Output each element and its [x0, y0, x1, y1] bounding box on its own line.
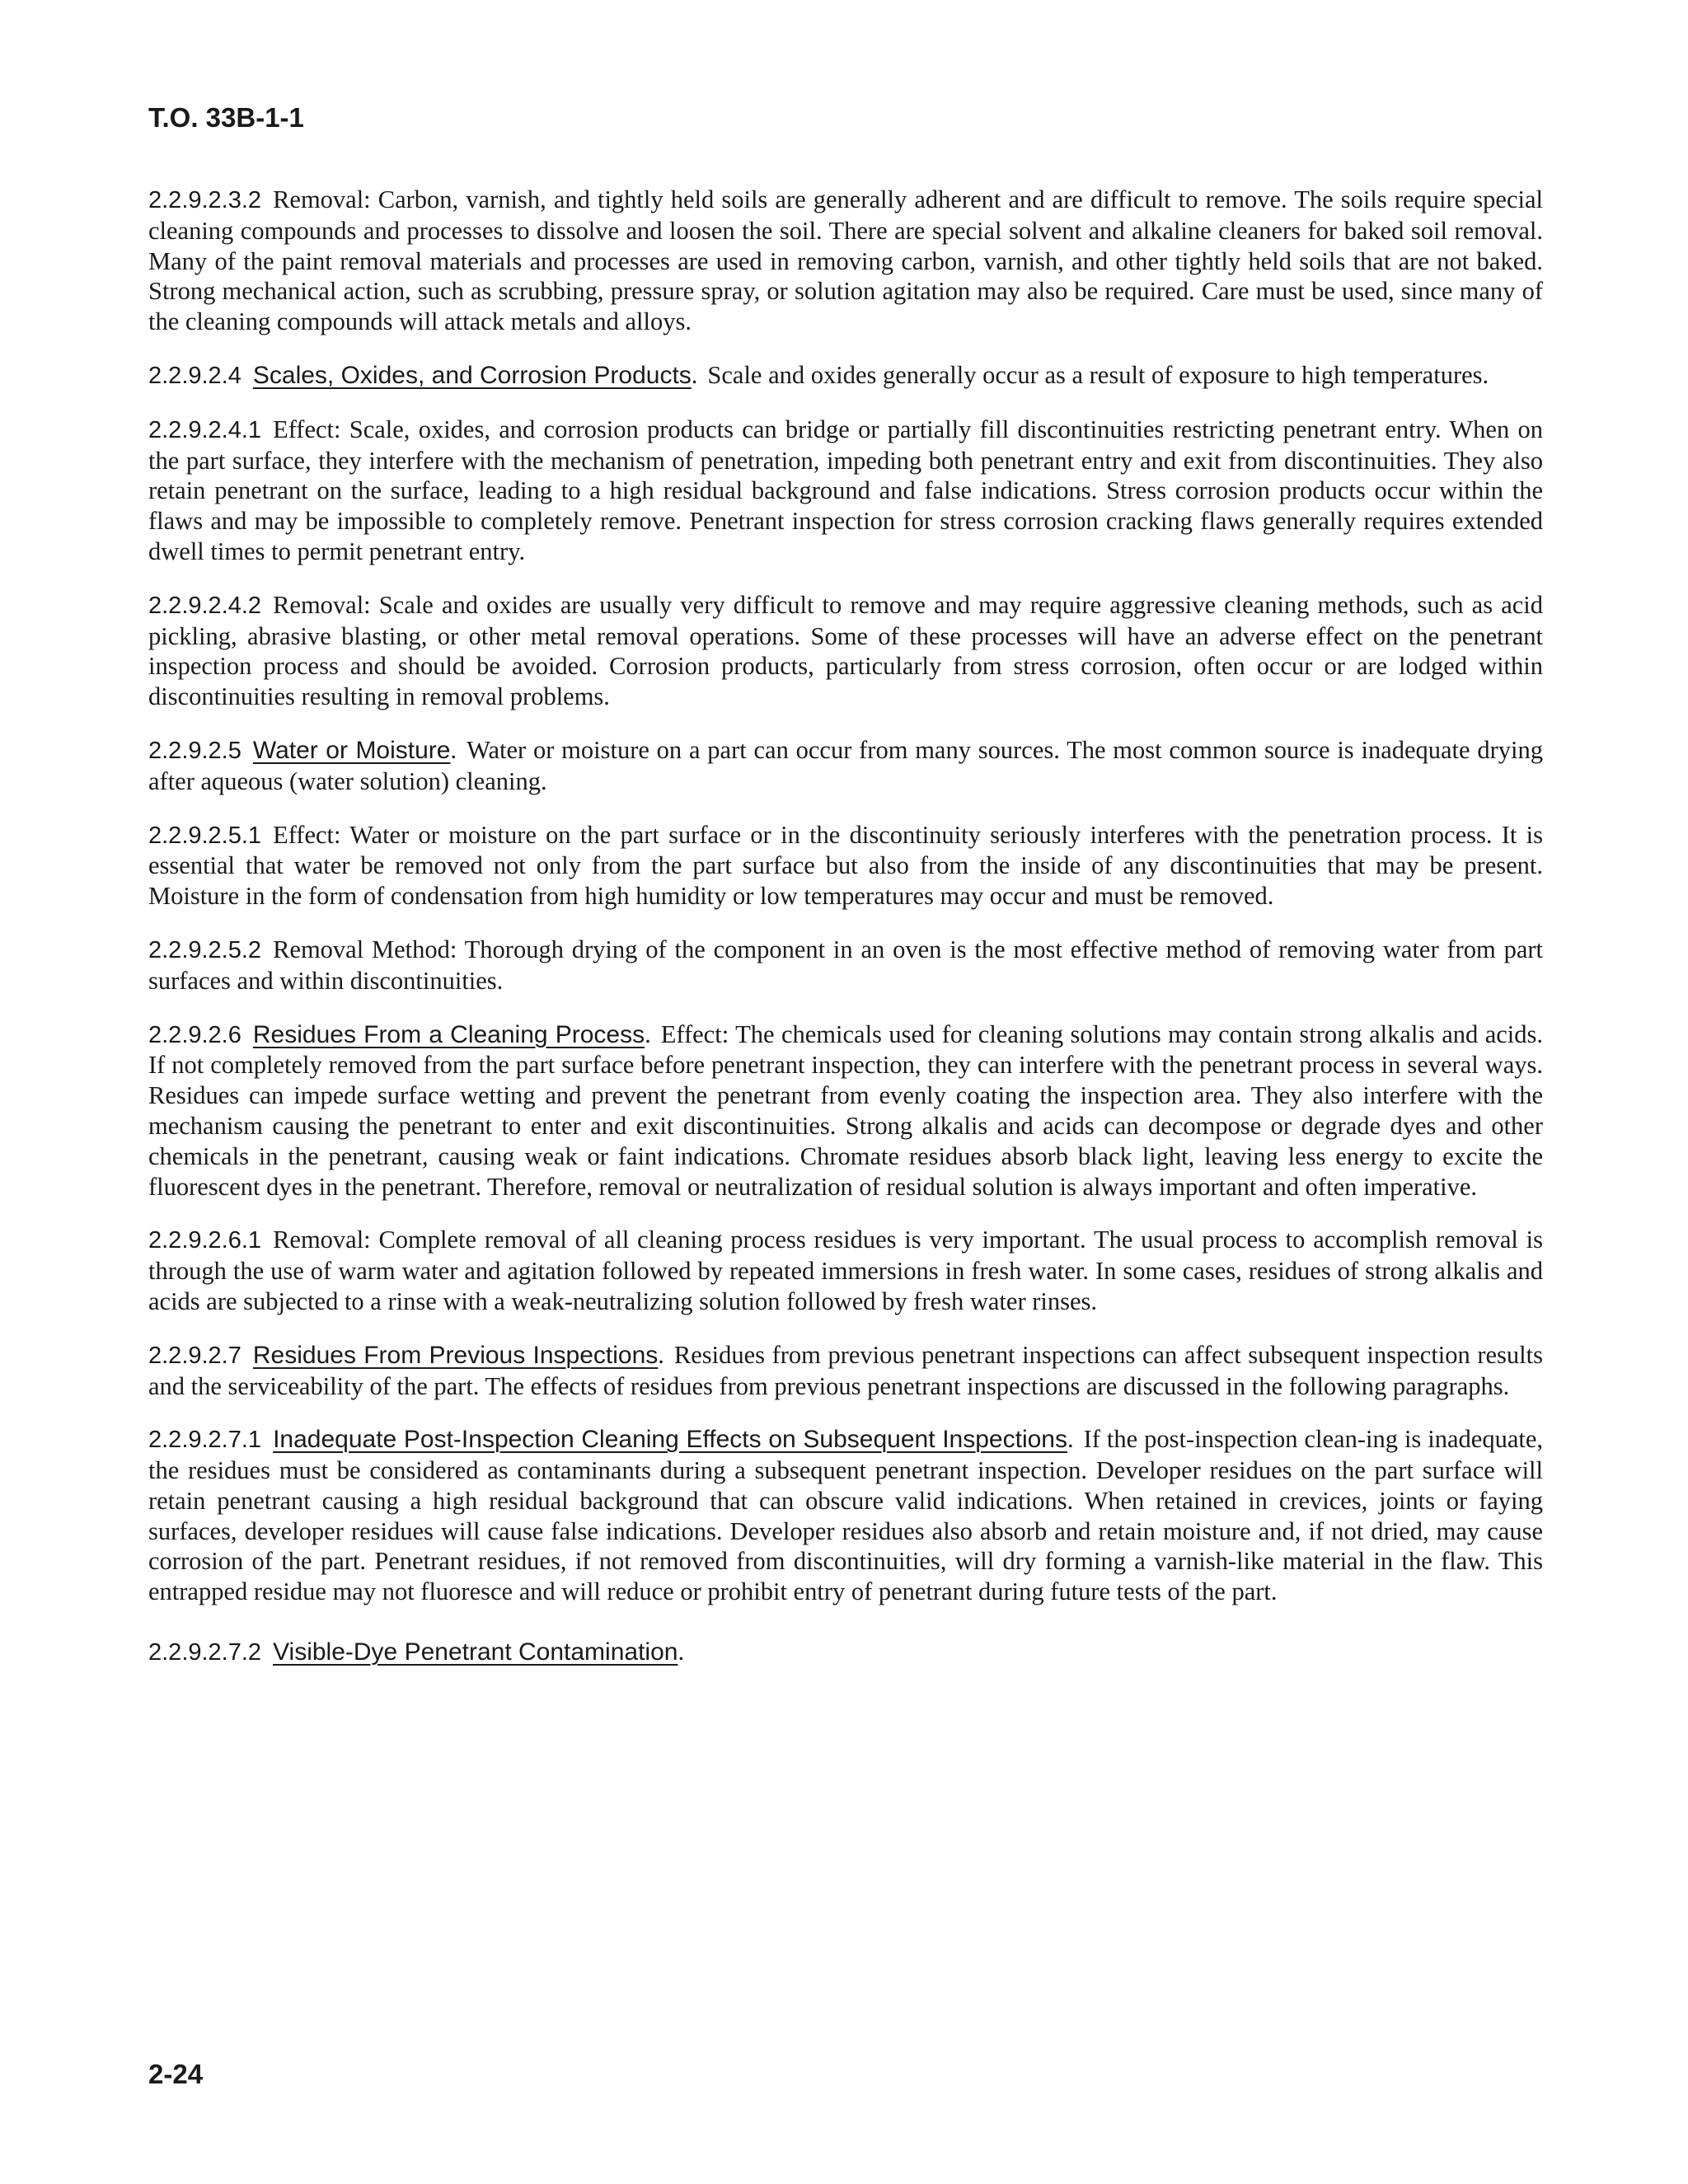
paragraph-number: 2.2.9.2.5.1 [148, 822, 262, 849]
paragraph-text: Effect: The chemicals used for cleaning solutions may contain strong alkalis and acids. If not completely removed from the part surface before penetrant inspection, they can interfere with the penetrant process in several ways. Residues can impede surface wetting and prevent the penetrant from evenly coating the inspection area. They also interfere with the mechanism causing the penetrant to enter and exit discontinuities. Strong alkalis and acids can decompose or degrade dyes and other chemicals in the penetrant, causing weak or faint indications. Chromate residues absorb black light, leaving less energy to excite the fluorescent dyes in the penetrant. Therefore, removal or neutralization of residual solution is always important and often imperative. [148, 1019, 1543, 1201]
paragraph-text: Removal: Carbon, varnish, and tightly held soils are generally adherent and are difficult to remove. The soils require special cleaning compounds and processes to dissolve and loosen the soil. There are special solvent and alkaline cleaners for baked soil removal. Many of the paint removal materials and processes are used in removing carbon, varnish, and other tightly held soils that are not baked. Strong mechanical action, such as scrubbing, pressure spray, or solution agitation may also be required. Care must be used, since many of the cleaning compounds will attack metals and alloys. [148, 185, 1543, 336]
paragraph-title: Residues From a Cleaning Process [252, 1020, 645, 1048]
paragraph-text: Removal: Scale and oxides are usually very difficult to remove and may require aggressive cleaning methods, such as acid pickling, abrasive blasting, or other metal removal operations. Some of these processes will have an adverse effect on the penetrant inspection process and should be avoided. Corrosion products, particularly from stress corrosion, often occur or are lodged within discontinuities resulting in removal problems. [148, 590, 1543, 711]
paragraph-title: Visible-Dye Penetrant Contamination [273, 1638, 678, 1666]
paragraph-title: Residues From Previous Inspections [252, 1341, 659, 1369]
paragraph-text: Removal: Complete removal of all cleaning process residues is very important. The usual process to accomplish removal is through the use of warm water and agitation followed by repeated immersions in fresh water. In some cases, residues of strong alkalis and acids are subjected to a rinse with a weak-neutralizing solution followed by fresh water rinses. [148, 1226, 1543, 1315]
paragraph-number: 2.2.9.2.7.2 [148, 1639, 262, 1666]
paragraph-number: 2.2.9.2.5 [148, 737, 241, 764]
paragraph-number: 2.2.9.2.7.1 [148, 1427, 262, 1454]
paragraph-text: Effect: Scale, oxides, and corrosion products can bridge or partially fill discontinuities restricting penetrant entry. When on the part surface, they interfere with the mechanism of penetration, impeding both penetrant entry and exit from discontinuities. They also retain penetrant on the surface, leading to a high residual background and false indications. Stress corrosion products occur within the flaws and may be impossible to completely remove. Penetrant inspection for stress corrosion cracking flaws generally requires extended dwell times to permit penetrant entry. [148, 415, 1543, 565]
paragraph-2-2-9-2-4: 2.2.9.2.4 Scales, Oxides, and Corrosion Products. Scale and oxides generally occur as a result of exposure to high temperatures. [148, 360, 1489, 389]
document-body [148, 185, 1543, 1691]
paragraph-text: Water or moisture on a part can occur from many sources. The most common source is inadequate drying after aqueous (water solution) cleaning. [148, 735, 1543, 795]
paragraph-2-2-9-2-5-1 [148, 820, 1543, 912]
paragraph-title: Scales, Oxides, and Corrosion Products [252, 361, 692, 389]
paragraph-2-2-9-2-6-1 [148, 1225, 1543, 1316]
paragraph-2-2-9-2-3-2 [148, 185, 1543, 337]
paragraph-number: 2.2.9.2.4 [148, 362, 241, 389]
paragraph-text: Effect: Water or moisture on the part surface or in the discontinuity seriously interferes with the penetration process. It is essential that water be removed not only from the part surface but also from the inside of any discontinuities that may be present. Moisture in the form of condensation from high humidity or low temperatures may occur and must be removed. [148, 820, 1543, 911]
paragraph-2-2-9-2-7-2: 2.2.9.2.7.2 Visible-Dye Penetrant Contamination. [148, 1638, 685, 1666]
paragraph-number: 2.2.9.2.7 [148, 1342, 241, 1369]
paragraph-number: 2.2.9.2.3.2 [148, 187, 262, 213]
paragraph-text: Residues from previous penetrant inspections can affect subsequent inspection results and the serviceability of the part. The effects of residues from previous penetrant inspections are discussed in the following paragraphs. [148, 1340, 1543, 1400]
paragraph-2-2-9-2-5: 2.2.9.2.5 Water or Moisture. Water or moisture on a part can occur from many sources. The most common source is inadequate drying after aqueous (water solution) cleaning. [148, 735, 1543, 795]
paragraph-2-2-9-2-4-1 [148, 415, 1543, 567]
paragraph-title: Inadequate Post-Inspection Cleaning Effects on Subsequent Inspections [273, 1426, 1067, 1454]
paragraph-number: 2.2.9.2.4.1 [148, 416, 262, 443]
paragraph-text: Scale and oxides generally occur as a result of exposure to high temperatures. [707, 360, 1489, 389]
paragraph-number: 2.2.9.2.5.2 [148, 936, 262, 963]
paragraph-title: Water or Moisture [252, 736, 451, 764]
paragraph-2-2-9-2-7: 2.2.9.2.7 Residues From Previous Inspections. Residues from previous penetrant inspections can affect subsequent inspection results and the serviceability of the part. The effects of residues from previous penetrant inspections are discussed in the following paragraphs. [148, 1340, 1543, 1400]
paragraph-number: 2.2.9.2.6 [148, 1021, 241, 1048]
paragraph-number: 2.2.9.2.4.2 [148, 592, 262, 619]
paragraph-number: 2.2.9.2.6.1 [148, 1227, 262, 1254]
page-number: 2-24 [148, 2059, 204, 2089]
paragraph-2-2-9-2-4-2 [148, 590, 1543, 712]
paragraph-2-2-9-2-6: 2.2.9.2.6 Residues From a Cleaning Process. Effect: The chemicals used for cleaning solutions may contain strong alkalis and acids. If not completely removed from the part surface before penetrant inspection, they can interfere with the penetrant process in several ways. Residues can impede surface wetting and prevent the penetrant from evenly coating the inspection area. They also interfere with the mechanism causing the penetrant to enter and exit discontinuities. Strong alkalis and acids can decompose or degrade dyes and other chemicals in the penetrant, causing weak or faint indications. Chromate residues absorb black light, leaving less energy to excite the fluorescent dyes in the penetrant. Therefore, removal or neutralization of residual solution is always important and often imperative. [148, 1019, 1543, 1201]
paragraph-2-2-9-2-5-2 [148, 935, 1543, 996]
page-header-doc-id: T.O. 33B-1-1 [148, 102, 304, 133]
paragraph-text: If the post-inspection clean-ing is inadequate, the residues must be considered as contaminants during a subsequent penetrant inspection. Developer residues on the part surface will retain penetrant causing a high residual background that can obscure valid indications. When retained in crevices, joints or faying surfaces, developer residues will cause false indications. Developer residues also absorb and retain moisture and, if not dried, may cause corrosion of the part. Penetrant residues, if not removed from discontinuities, will dry forming a varnish-like material in the flaw. This entrapped residue may not fluoresce and will reduce or prohibit entry of penetrant during future tests of the part. [148, 1425, 1543, 1606]
paragraph-2-2-9-2-7-1: 2.2.9.2.7.1 Inadequate Post-Inspection Cleaning Effects on Subsequent Inspections. If the post-inspection clean-ing is inadequate, the residues must be considered as contaminants during a subsequent penetrant inspection. Developer residues on the part surface will retain penetrant causing a high residual background that can obscure valid indications. When retained in crevices, joints or faying surfaces, developer residues will cause false indications. Developer residues also absorb and retain moisture and, if not dried, may cause corrosion of the part. Penetrant residues, if not removed from discontinuities, will dry forming a varnish-like material in the flaw. This entrapped residue may not fluoresce and will reduce or prohibit entry of penetrant during future tests of the part. [148, 1425, 1543, 1606]
paragraph-text: Removal Method: Thorough drying of the component in an oven is the most effective method of removing water from part surfaces and within discontinuities. [148, 935, 1543, 995]
